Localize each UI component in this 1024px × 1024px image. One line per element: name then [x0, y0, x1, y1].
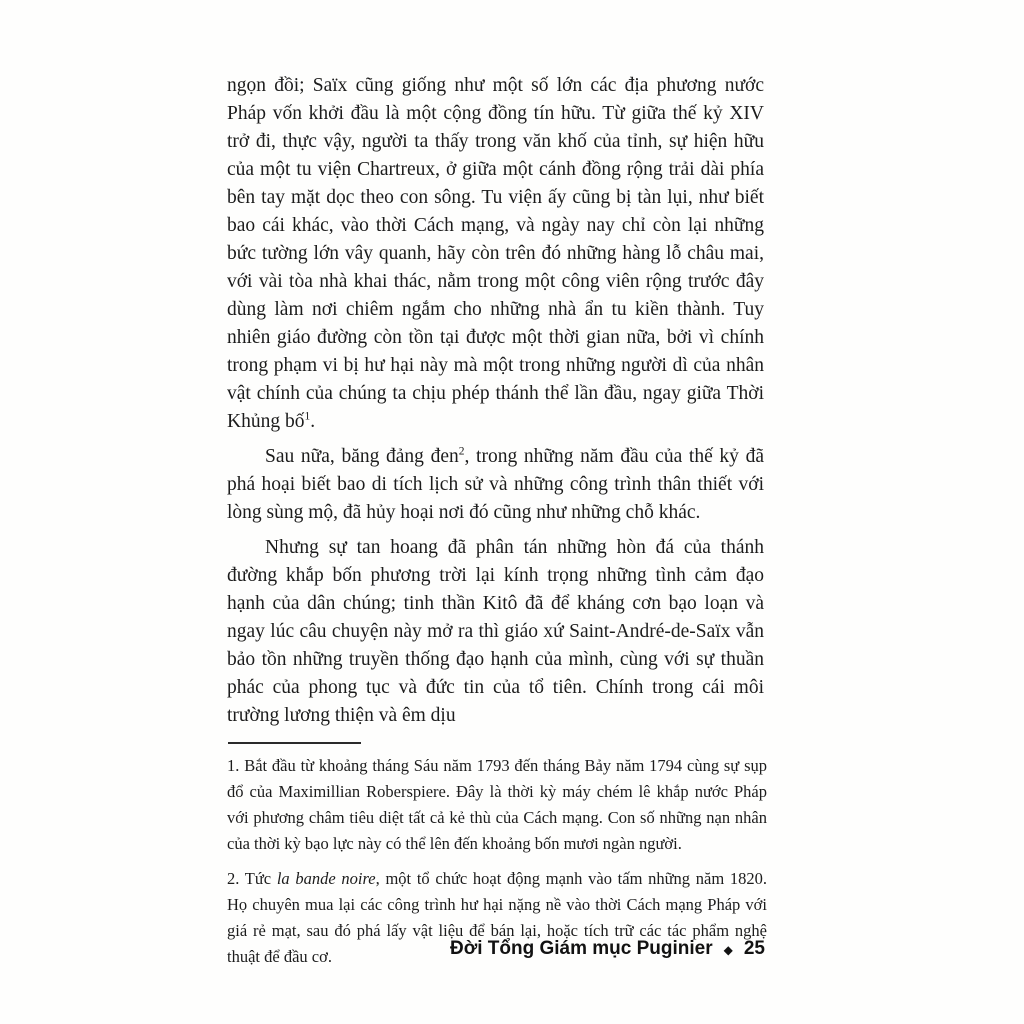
page-footer: [450, 938, 765, 960]
diamond-icon: ◆: [723, 943, 733, 957]
footnote-2-rest: , một tổ chức hoạt động mạnh vào tấm những năm 1820. Họ chuyên mua lại các công trình hư hại nặng nề vào thời Cách mạng Pháp với giá rẻ mạt, sau đó phá lấy vật liệu để bán lại, hoặc tích trữ các tác phẩm nghệ thuật để đầu cơ.: [227, 869, 767, 966]
paragraph-2-rest: , trong những năm đầu của thế kỷ đã phá hoại biết bao di tích lịch sử và những công trình thân thiết với lòng sùng mộ, đã hủy hoại nơi đó cũng như những chỗ khác.: [227, 446, 764, 523]
footnote-ref-1: 1: [304, 410, 311, 423]
page-body: [227, 72, 764, 730]
footnote-2-italic-term: la bande noire: [276, 869, 376, 888]
running-title: Đời Tổng Giám mục Puginier: [449, 938, 713, 959]
paragraph-1-end: .: [310, 411, 316, 432]
footnote-2-prefix: 2. Tức: [227, 869, 277, 888]
footnote-1: 1. Bắt đầu từ khoảng tháng Sáu năm 1793 đến tháng Bảy năm 1794 cùng sự sụp đổ của Maximillian Roberspiere. Đây là thời kỳ máy chém lê khắp nước Pháp với phương châm tiêu diệt tất cả kẻ thù của Cách mạng. Con số những nạn nhân của thời kỳ bạo lực này có thể lên đến khoảng bốn mươi ngàn người.: [227, 756, 767, 853]
page-number: 25: [743, 938, 765, 959]
footnote-ref-2: 2: [458, 445, 465, 458]
footnote-divider: [228, 742, 361, 744]
paragraph-1: [227, 72, 764, 436]
paragraph-1-text: ngọn đồi; Saïx cũng giống như một số lớn các địa phương nước Pháp vốn khởi đầu là một cộng đồng tín hữu. Từ giữa thế kỷ XIV trở đi, thực vậy, người ta thấy trong văn khố của tỉnh, sự hiện hữu của một tu viện Chartreux, ở giữa một cánh đồng rộng trải dài phía bên tay mặt dọc theo con sông. Tu viện ấy cũng bị tàn lụi, như biết bao cái khác, vào thời Cách mạng, và ngày nay chỉ còn lại những bức tường lớn vây quanh, hãy còn trên đó những hàng lỗ châu mai, với vài tòa nhà khai thác, nằm trong một công viên rộng trước đây dùng làm nơi chiêm ngắm cho những nhà ẩn tu kiền thành. Tuy nhiên giáo đường còn tồn tại được một thời gian nữa, bởi vì chính trong phạm vi bị hư hại này mà một trong những người dì của nhân vật chính của chúng ta chịu phép thánh thể lần đầu, ngay giữa Thời Khủng bố: [227, 75, 764, 432]
paragraph-3: Nhưng sự tan hoang đã phân tán những hòn đá của thánh đường khắp bốn phương trời lại kính trọng những tình cảm đạo hạnh của dân chúng; tinh thần Kitô đã để kháng cơn bạo loạn và ngay lúc câu chuyện này mở ra thì giáo xứ Saint-André-de-Saïx vẫn bảo tồn những truyền thống đạo hạnh của mình, cùng với sự thuần phác của phong tục và đức tin của tổ tiên. Chính trong cái môi trường lương thiện và êm dịu: [227, 537, 764, 726]
paragraph-2: [227, 443, 764, 527]
paragraph-2-text: Sau nữa, băng đảng đen: [265, 446, 459, 467]
